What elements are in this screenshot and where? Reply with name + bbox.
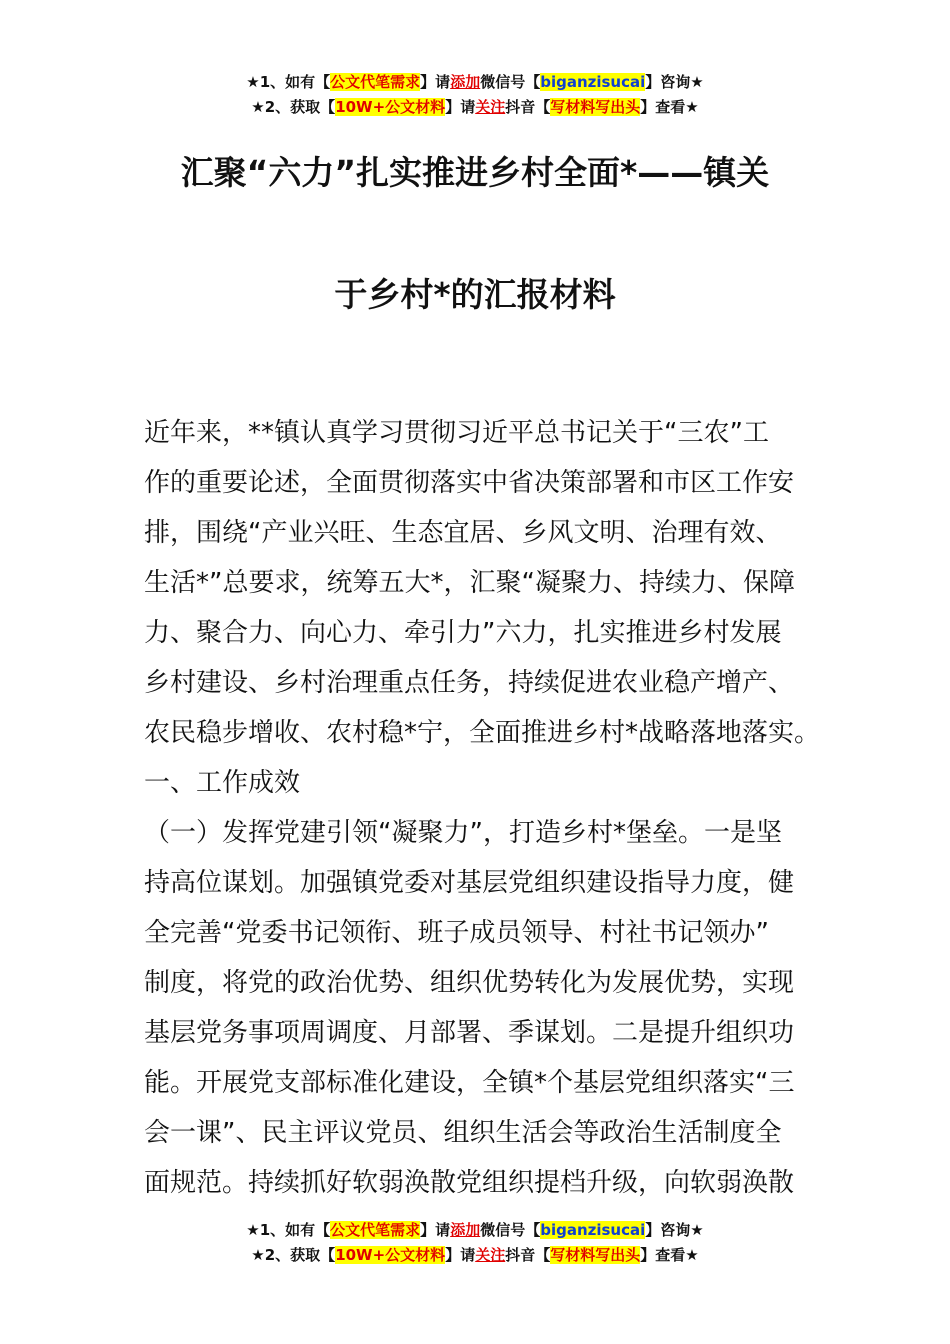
promo-line-2-suffix: 】查看★ (640, 1246, 699, 1264)
promo-line-1-highlight-service: 公文代笔需求 (330, 73, 421, 91)
body-line: 乡村建设、乡村治理重点任务，持续促进农业稳产增产、 (144, 668, 795, 698)
promo-line-1 (0, 1218, 950, 1243)
body-line: 农民稳步增收、农村稳*宁，全面推进乡村*战略落地落实。 (144, 718, 821, 748)
promo-line-1-highlight-service: 公文代笔需求 (330, 1221, 421, 1239)
promo-line-1-prefix: ★1、如有【 (246, 1221, 331, 1239)
promo-line-2-middle: 】请 (445, 1246, 476, 1264)
promo-line-1-middle: 】请 (420, 73, 451, 91)
promo-line-2-middle-2: 抖音【 (505, 1246, 551, 1264)
body-line: 基层党务事项周调度、月部署、季谋划。二是提升组织功 (144, 1018, 795, 1048)
promo-line-1-middle-2: 微信号【 (480, 1221, 541, 1239)
promo-line-2-prefix: ★2、获取【 (251, 98, 336, 116)
body-line: 作的重要论述，全面贯彻落实中省决策部署和市区工作安 (144, 468, 795, 498)
document-title-line-2: 于乡村*的汇报材料 (334, 275, 616, 314)
body-line: 制度，将党的政治优势、组织优势转化为发展优势，实现 (144, 968, 795, 998)
section-heading: 一、工作成效 (144, 768, 301, 798)
promo-line-1-emphasis: 添加 (450, 73, 481, 91)
document-body (144, 408, 821, 1208)
document-title-line-1: 汇聚“六力”扎实推进乡村全面*——镇关 (180, 153, 770, 192)
promo-line-1-suffix: 】咨询★ (645, 73, 704, 91)
promo-line-2-suffix: 】查看★ (640, 98, 699, 116)
promo-line-2-highlight-materials: 10W+公文材料 (335, 1246, 446, 1264)
bottom-promo-banner (0, 1218, 950, 1268)
body-line: 生活*”总要求，统筹五大*，汇聚“凝聚力、持续力、保障 (144, 568, 795, 598)
promo-line-2-highlight-materials: 10W+公文材料 (335, 98, 446, 116)
promo-line-2-middle: 】请 (445, 98, 476, 116)
body-line: 近年来，**镇认真学习贯彻习近平总书记关于“三农”工 (144, 418, 769, 448)
body-line: 会一课”、民主评议党员、组织生活会等政治生活制度全 (144, 1118, 782, 1148)
body-line: 面规范。持续抓好软弱涣散党组织提档升级，向软弱涣散 (144, 1168, 795, 1198)
promo-line-1-wechat-id: biganzisucai (540, 1221, 646, 1239)
body-line: 能。开展党支部标准化建设，全镇*个基层党组织落实“三 (144, 1068, 795, 1098)
promo-line-1-middle: 】请 (420, 1221, 451, 1239)
promo-line-2-prefix: ★2、获取【 (251, 1246, 336, 1264)
promo-line-1-suffix: 】咨询★ (645, 1221, 704, 1239)
promo-line-2-middle-2: 抖音【 (505, 98, 551, 116)
promo-line-2-emphasis: 关注 (475, 98, 506, 116)
promo-line-2 (0, 1243, 950, 1268)
body-line: 全完善“党委书记领衔、班子成员领导、村社书记领办” (144, 918, 769, 948)
body-line: 力、聚合力、向心力、牵引力”六力，扎实推进乡村发展 (144, 618, 782, 648)
promo-line-1-middle-2: 微信号【 (480, 73, 541, 91)
promo-line-2-douyin-account: 写材料写出头 (550, 98, 641, 116)
body-line: （一）发挥党建引领“凝聚力”，打造乡村*堡垒。一是坚 (144, 818, 782, 848)
promo-line-1-emphasis: 添加 (450, 1221, 481, 1239)
top-promo-banner (0, 70, 950, 120)
promo-line-1 (0, 70, 950, 95)
promo-line-2-emphasis: 关注 (475, 1246, 506, 1264)
promo-line-1-wechat-id: biganzisucai (540, 73, 646, 91)
promo-line-2-douyin-account: 写材料写出头 (550, 1246, 641, 1264)
promo-line-2 (0, 95, 950, 120)
promo-line-1-prefix: ★1、如有【 (246, 73, 331, 91)
body-line: 排，围绕“产业兴旺、生态宜居、乡风文明、治理有效、 (144, 518, 782, 548)
body-line: 持高位谋划。加强镇党委对基层党组织建设指导力度，健 (144, 868, 795, 898)
